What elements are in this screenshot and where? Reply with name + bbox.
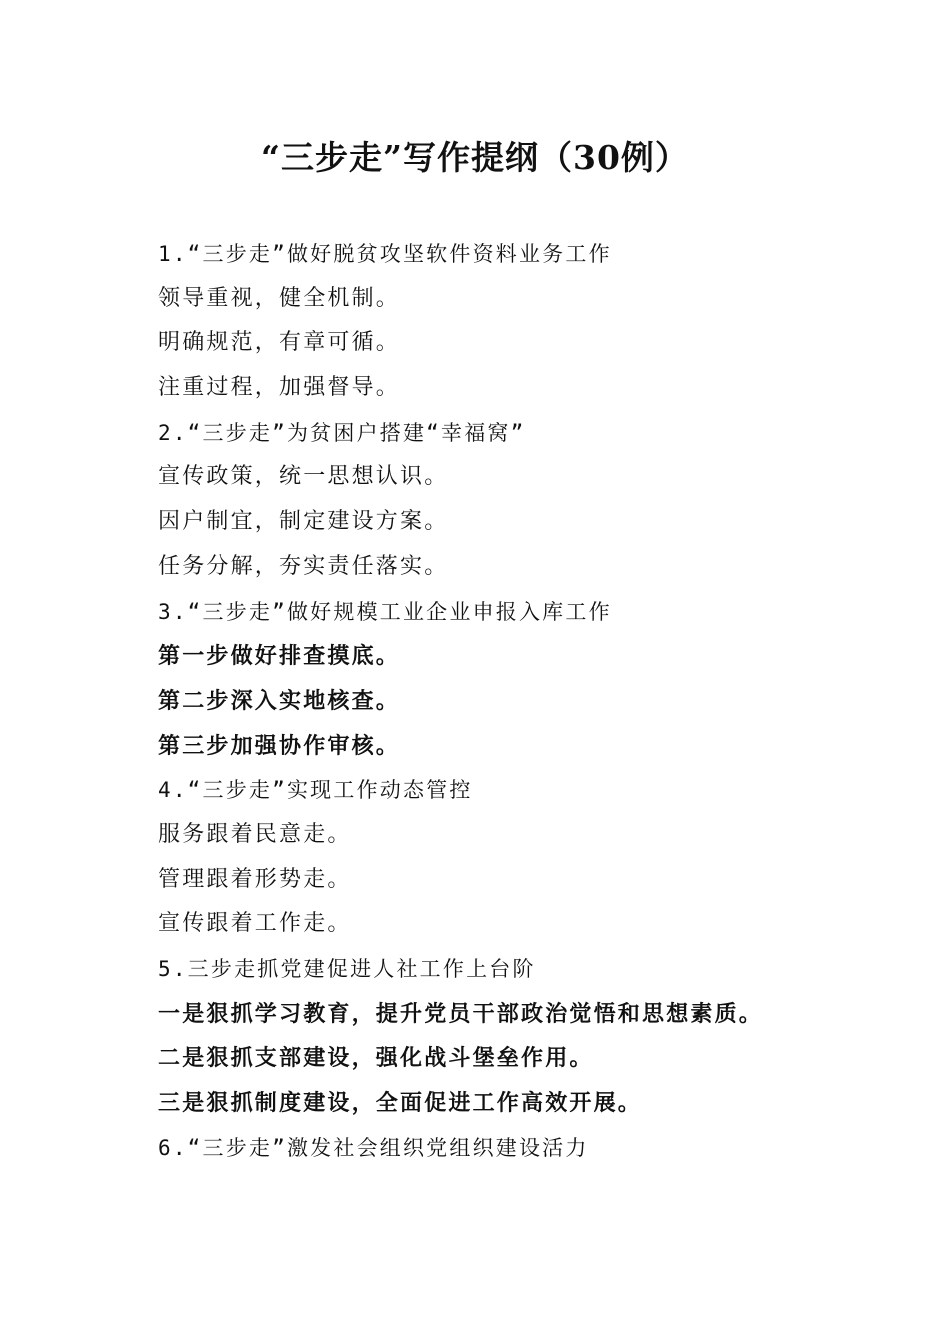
outline-item: 注重过程，加强督导。	[158, 375, 401, 401]
outline-heading-3: 3.“三步走”做好规模工业企业申报入库工作	[158, 599, 612, 624]
outline-item: 三是狠抓制度建设，全面促进工作高效开展。	[158, 1090, 643, 1117]
outline-item: 宣传政策，统一思想认识。	[158, 464, 449, 490]
outline-item: 领导重视，健全机制。	[158, 285, 401, 311]
outline-item: 第三步加强协作审核。	[158, 732, 401, 759]
outline-list	[158, 232, 878, 1170]
outline-heading-6: 6.“三步走”激发社会组织党组织建设活力	[158, 1135, 589, 1160]
outline-heading-2: 2.“三步走”为贫困户搭建“幸福窝”	[158, 420, 526, 445]
outline-item: 服务跟着民意走。	[158, 821, 352, 847]
outline-heading-1: 1.“三步走”做好脱贫攻坚软件资料业务工作	[158, 242, 612, 266]
outline-item: 第一步做好排查摸底。	[158, 643, 401, 670]
outline-item: 明确规范，有章可循。	[158, 330, 401, 356]
outline-heading-5: 5.三步走抓党建促进人社工作上台阶	[158, 957, 536, 981]
outline-item: 一是狠抓学习教育，提升党员干部政治觉悟和思想素质。	[158, 1000, 764, 1027]
outline-item: 任务分解，夯实责任落实。	[158, 553, 449, 579]
outline-item: 二是狠抓支部建设，强化战斗堡垒作用。	[158, 1045, 594, 1072]
outline-heading-4: 4.“三步走”实现工作动态管控	[158, 778, 473, 803]
document-title: “三步走”写作提纲（30例）	[261, 138, 689, 177]
outline-item: 管理跟着形势走。	[158, 866, 352, 892]
outline-item: 因户制宜，制定建设方案。	[158, 509, 449, 535]
outline-item: 宣传跟着工作走。	[158, 911, 352, 937]
outline-item: 第二步深入实地核查。	[158, 687, 401, 714]
